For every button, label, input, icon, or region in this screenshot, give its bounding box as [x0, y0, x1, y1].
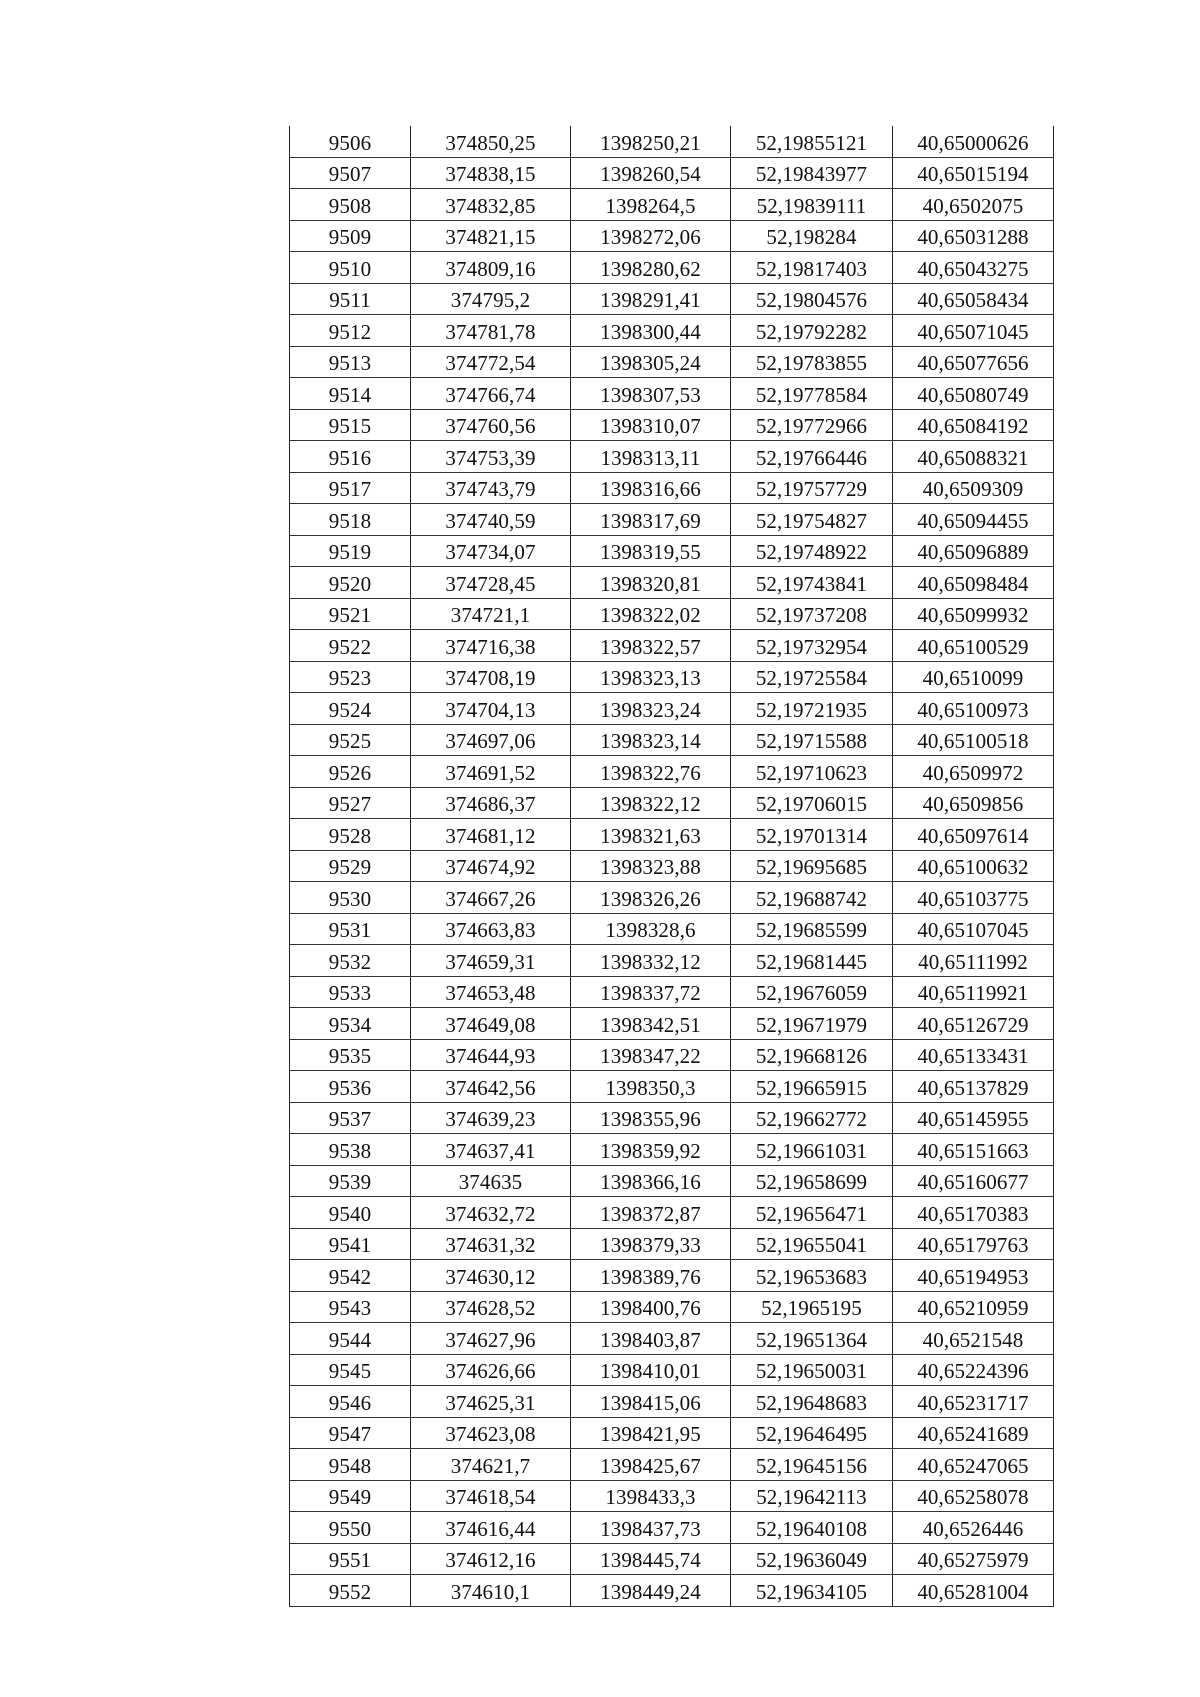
y-coordinate-cell: 1398342,51 — [571, 1008, 731, 1040]
longitude-cell: 40,65107045 — [893, 913, 1054, 945]
y-coordinate-cell: 1398323,24 — [571, 693, 731, 725]
table-row — [290, 472, 1054, 504]
x-coordinate-cell: 374623,08 — [411, 1417, 571, 1449]
x-coordinate-cell: 374781,78 — [411, 315, 571, 347]
x-coordinate-cell: 374632,72 — [411, 1197, 571, 1229]
x-coordinate-cell: 374618,54 — [411, 1480, 571, 1512]
latitude-cell: 52,19636049 — [731, 1543, 893, 1575]
x-coordinate-cell: 374734,07 — [411, 535, 571, 567]
x-coordinate-cell: 374697,06 — [411, 724, 571, 756]
y-coordinate-cell: 1398359,92 — [571, 1134, 731, 1166]
point-number-cell: 9538 — [290, 1134, 411, 1166]
y-coordinate-cell: 1398445,74 — [571, 1543, 731, 1575]
table-row — [290, 504, 1054, 536]
latitude-cell: 52,19655041 — [731, 1228, 893, 1260]
point-number-cell: 9510 — [290, 252, 411, 284]
longitude-cell: 40,65015194 — [893, 157, 1054, 189]
table-row — [290, 1323, 1054, 1355]
x-coordinate-cell: 374753,39 — [411, 441, 571, 473]
longitude-cell: 40,65094455 — [893, 504, 1054, 536]
y-coordinate-cell: 1398280,62 — [571, 252, 731, 284]
y-coordinate-cell: 1398389,76 — [571, 1260, 731, 1292]
point-number-cell: 9546 — [290, 1386, 411, 1418]
y-coordinate-cell: 1398415,06 — [571, 1386, 731, 1418]
longitude-cell: 40,65100529 — [893, 630, 1054, 662]
x-coordinate-cell: 374627,96 — [411, 1323, 571, 1355]
longitude-cell: 40,65111992 — [893, 945, 1054, 977]
y-coordinate-cell: 1398322,76 — [571, 756, 731, 788]
table-row — [290, 630, 1054, 662]
point-number-cell: 9523 — [290, 661, 411, 693]
latitude-cell: 52,19839111 — [731, 189, 893, 221]
latitude-cell: 52,1965195 — [731, 1291, 893, 1323]
y-coordinate-cell: 1398307,53 — [571, 378, 731, 410]
y-coordinate-cell: 1398323,14 — [571, 724, 731, 756]
y-coordinate-cell: 1398323,13 — [571, 661, 731, 693]
longitude-cell: 40,6526446 — [893, 1512, 1054, 1544]
longitude-cell: 40,65137829 — [893, 1071, 1054, 1103]
y-coordinate-cell: 1398400,76 — [571, 1291, 731, 1323]
longitude-cell: 40,6509856 — [893, 787, 1054, 819]
table-row — [290, 441, 1054, 473]
latitude-cell: 52,19668126 — [731, 1039, 893, 1071]
y-coordinate-cell: 1398321,63 — [571, 819, 731, 851]
point-number-cell: 9548 — [290, 1449, 411, 1481]
x-coordinate-cell: 374691,52 — [411, 756, 571, 788]
point-number-cell: 9512 — [290, 315, 411, 347]
table-row — [290, 819, 1054, 851]
x-coordinate-cell: 374642,56 — [411, 1071, 571, 1103]
longitude-cell: 40,65275979 — [893, 1543, 1054, 1575]
y-coordinate-cell: 1398300,44 — [571, 315, 731, 347]
longitude-cell: 40,65145955 — [893, 1102, 1054, 1134]
y-coordinate-cell: 1398305,24 — [571, 346, 731, 378]
longitude-cell: 40,65126729 — [893, 1008, 1054, 1040]
table-row — [290, 693, 1054, 725]
table-row — [290, 945, 1054, 977]
point-number-cell: 9516 — [290, 441, 411, 473]
longitude-cell: 40,65031288 — [893, 220, 1054, 252]
point-number-cell: 9528 — [290, 819, 411, 851]
table-row — [290, 1008, 1054, 1040]
latitude-cell: 52,19656471 — [731, 1197, 893, 1229]
table-row — [290, 252, 1054, 284]
longitude-cell: 40,65119921 — [893, 976, 1054, 1008]
table-row — [290, 1039, 1054, 1071]
longitude-cell: 40,65179763 — [893, 1228, 1054, 1260]
point-number-cell: 9507 — [290, 157, 411, 189]
point-number-cell: 9514 — [290, 378, 411, 410]
x-coordinate-cell: 374610,1 — [411, 1575, 571, 1607]
y-coordinate-cell: 1398322,12 — [571, 787, 731, 819]
point-number-cell: 9551 — [290, 1543, 411, 1575]
y-coordinate-cell: 1398319,55 — [571, 535, 731, 567]
table-row — [290, 157, 1054, 189]
y-coordinate-cell: 1398250,21 — [571, 126, 731, 157]
latitude-cell: 52,19710623 — [731, 756, 893, 788]
latitude-cell: 52,19843977 — [731, 157, 893, 189]
latitude-cell: 52,19855121 — [731, 126, 893, 157]
y-coordinate-cell: 1398328,6 — [571, 913, 731, 945]
longitude-cell: 40,65100518 — [893, 724, 1054, 756]
longitude-cell: 40,65098484 — [893, 567, 1054, 599]
x-coordinate-cell: 374621,7 — [411, 1449, 571, 1481]
longitude-cell: 40,65097614 — [893, 819, 1054, 851]
table-row — [290, 724, 1054, 756]
y-coordinate-cell: 1398320,81 — [571, 567, 731, 599]
latitude-cell: 52,19640108 — [731, 1512, 893, 1544]
point-number-cell: 9540 — [290, 1197, 411, 1229]
point-number-cell: 9526 — [290, 756, 411, 788]
point-number-cell: 9506 — [290, 126, 411, 157]
table-row — [290, 220, 1054, 252]
x-coordinate-cell: 374663,83 — [411, 913, 571, 945]
x-coordinate-cell: 374716,38 — [411, 630, 571, 662]
latitude-cell: 52,19662772 — [731, 1102, 893, 1134]
latitude-cell: 52,19681445 — [731, 945, 893, 977]
latitude-cell: 52,19688742 — [731, 882, 893, 914]
latitude-cell: 52,19648683 — [731, 1386, 893, 1418]
longitude-cell: 40,6521548 — [893, 1323, 1054, 1355]
point-number-cell: 9550 — [290, 1512, 411, 1544]
coordinates-table-body — [290, 126, 1054, 1606]
point-number-cell: 9543 — [290, 1291, 411, 1323]
latitude-cell: 52,19650031 — [731, 1354, 893, 1386]
y-coordinate-cell: 1398355,96 — [571, 1102, 731, 1134]
y-coordinate-cell: 1398449,24 — [571, 1575, 731, 1607]
x-coordinate-cell: 374766,74 — [411, 378, 571, 410]
longitude-cell: 40,65133431 — [893, 1039, 1054, 1071]
point-number-cell: 9521 — [290, 598, 411, 630]
x-coordinate-cell: 374850,25 — [411, 126, 571, 157]
x-coordinate-cell: 374704,13 — [411, 693, 571, 725]
table-row — [290, 1512, 1054, 1544]
longitude-cell: 40,65058434 — [893, 283, 1054, 315]
x-coordinate-cell: 374659,31 — [411, 945, 571, 977]
longitude-cell: 40,65160677 — [893, 1165, 1054, 1197]
y-coordinate-cell: 1398366,16 — [571, 1165, 731, 1197]
y-coordinate-cell: 1398326,26 — [571, 882, 731, 914]
x-coordinate-cell: 374832,85 — [411, 189, 571, 221]
longitude-cell: 40,65100632 — [893, 850, 1054, 882]
table-row — [290, 913, 1054, 945]
y-coordinate-cell: 1398272,06 — [571, 220, 731, 252]
y-coordinate-cell: 1398403,87 — [571, 1323, 731, 1355]
x-coordinate-cell: 374667,26 — [411, 882, 571, 914]
point-number-cell: 9522 — [290, 630, 411, 662]
table-row — [290, 1543, 1054, 1575]
y-coordinate-cell: 1398316,66 — [571, 472, 731, 504]
latitude-cell: 52,198284 — [731, 220, 893, 252]
y-coordinate-cell: 1398260,54 — [571, 157, 731, 189]
point-number-cell: 9537 — [290, 1102, 411, 1134]
table-row — [290, 1197, 1054, 1229]
latitude-cell: 52,19701314 — [731, 819, 893, 851]
latitude-cell: 52,19634105 — [731, 1575, 893, 1607]
y-coordinate-cell: 1398264,5 — [571, 189, 731, 221]
x-coordinate-cell: 374644,93 — [411, 1039, 571, 1071]
longitude-cell: 40,65210959 — [893, 1291, 1054, 1323]
point-number-cell: 9519 — [290, 535, 411, 567]
longitude-cell: 40,65043275 — [893, 252, 1054, 284]
latitude-cell: 52,19766446 — [731, 441, 893, 473]
x-coordinate-cell: 374740,59 — [411, 504, 571, 536]
longitude-cell: 40,65084192 — [893, 409, 1054, 441]
longitude-cell: 40,65241689 — [893, 1417, 1054, 1449]
table-row — [290, 535, 1054, 567]
latitude-cell: 52,19646495 — [731, 1417, 893, 1449]
point-number-cell: 9536 — [290, 1071, 411, 1103]
table-row — [290, 1102, 1054, 1134]
x-coordinate-cell: 374760,56 — [411, 409, 571, 441]
table-row — [290, 1449, 1054, 1481]
longitude-cell: 40,6510099 — [893, 661, 1054, 693]
longitude-cell: 40,65000626 — [893, 126, 1054, 157]
y-coordinate-cell: 1398410,01 — [571, 1354, 731, 1386]
longitude-cell: 40,65100973 — [893, 693, 1054, 725]
x-coordinate-cell: 374674,92 — [411, 850, 571, 882]
longitude-cell: 40,6509309 — [893, 472, 1054, 504]
point-number-cell: 9531 — [290, 913, 411, 945]
y-coordinate-cell: 1398347,22 — [571, 1039, 731, 1071]
point-number-cell: 9533 — [290, 976, 411, 1008]
y-coordinate-cell: 1398313,11 — [571, 441, 731, 473]
point-number-cell: 9541 — [290, 1228, 411, 1260]
x-coordinate-cell: 374809,16 — [411, 252, 571, 284]
x-coordinate-cell: 374821,15 — [411, 220, 571, 252]
table-row — [290, 976, 1054, 1008]
y-coordinate-cell: 1398322,02 — [571, 598, 731, 630]
latitude-cell: 52,19658699 — [731, 1165, 893, 1197]
table-row — [290, 1228, 1054, 1260]
point-number-cell: 9545 — [290, 1354, 411, 1386]
point-number-cell: 9539 — [290, 1165, 411, 1197]
x-coordinate-cell: 374795,2 — [411, 283, 571, 315]
x-coordinate-cell: 374772,54 — [411, 346, 571, 378]
point-number-cell: 9535 — [290, 1039, 411, 1071]
longitude-cell: 40,65258078 — [893, 1480, 1054, 1512]
x-coordinate-cell: 374681,12 — [411, 819, 571, 851]
x-coordinate-cell: 374743,79 — [411, 472, 571, 504]
point-number-cell: 9534 — [290, 1008, 411, 1040]
table-row — [290, 661, 1054, 693]
table-row — [290, 1480, 1054, 1512]
y-coordinate-cell: 1398437,73 — [571, 1512, 731, 1544]
x-coordinate-cell: 374637,41 — [411, 1134, 571, 1166]
table-row — [290, 378, 1054, 410]
point-number-cell: 9515 — [290, 409, 411, 441]
y-coordinate-cell: 1398310,07 — [571, 409, 731, 441]
table-row — [290, 1354, 1054, 1386]
table-row — [290, 409, 1054, 441]
latitude-cell: 52,19715588 — [731, 724, 893, 756]
latitude-cell: 52,19817403 — [731, 252, 893, 284]
table-row — [290, 787, 1054, 819]
table-row — [290, 1165, 1054, 1197]
longitude-cell: 40,65088321 — [893, 441, 1054, 473]
longitude-cell: 40,65099932 — [893, 598, 1054, 630]
latitude-cell: 52,19653683 — [731, 1260, 893, 1292]
point-number-cell: 9527 — [290, 787, 411, 819]
point-number-cell: 9529 — [290, 850, 411, 882]
y-coordinate-cell: 1398291,41 — [571, 283, 731, 315]
point-number-cell: 9517 — [290, 472, 411, 504]
table-row — [290, 567, 1054, 599]
x-coordinate-cell: 374626,66 — [411, 1354, 571, 1386]
longitude-cell: 40,65080749 — [893, 378, 1054, 410]
table-row — [290, 346, 1054, 378]
table-row — [290, 1071, 1054, 1103]
x-coordinate-cell: 374686,37 — [411, 787, 571, 819]
longitude-cell: 40,6502075 — [893, 189, 1054, 221]
longitude-cell: 40,65281004 — [893, 1575, 1054, 1607]
latitude-cell: 52,19725584 — [731, 661, 893, 693]
coordinates-table — [289, 126, 1054, 1607]
point-number-cell: 9530 — [290, 882, 411, 914]
longitude-cell: 40,65096889 — [893, 535, 1054, 567]
y-coordinate-cell: 1398337,72 — [571, 976, 731, 1008]
y-coordinate-cell: 1398425,67 — [571, 1449, 731, 1481]
x-coordinate-cell: 374635 — [411, 1165, 571, 1197]
x-coordinate-cell: 374708,19 — [411, 661, 571, 693]
table-row — [290, 756, 1054, 788]
table-row — [290, 189, 1054, 221]
latitude-cell: 52,19706015 — [731, 787, 893, 819]
point-number-cell: 9525 — [290, 724, 411, 756]
x-coordinate-cell: 374838,15 — [411, 157, 571, 189]
y-coordinate-cell: 1398421,95 — [571, 1417, 731, 1449]
table-row — [290, 1386, 1054, 1418]
point-number-cell: 9524 — [290, 693, 411, 725]
longitude-cell: 40,65103775 — [893, 882, 1054, 914]
latitude-cell: 52,19661031 — [731, 1134, 893, 1166]
point-number-cell: 9509 — [290, 220, 411, 252]
table-row — [290, 1575, 1054, 1607]
point-number-cell: 9508 — [290, 189, 411, 221]
table-row — [290, 126, 1054, 157]
x-coordinate-cell: 374631,32 — [411, 1228, 571, 1260]
latitude-cell: 52,19772966 — [731, 409, 893, 441]
x-coordinate-cell: 374653,48 — [411, 976, 571, 1008]
point-number-cell: 9542 — [290, 1260, 411, 1292]
point-number-cell: 9547 — [290, 1417, 411, 1449]
y-coordinate-cell: 1398379,33 — [571, 1228, 731, 1260]
table-row — [290, 1260, 1054, 1292]
longitude-cell: 40,65247065 — [893, 1449, 1054, 1481]
latitude-cell: 52,19642113 — [731, 1480, 893, 1512]
y-coordinate-cell: 1398332,12 — [571, 945, 731, 977]
x-coordinate-cell: 374649,08 — [411, 1008, 571, 1040]
latitude-cell: 52,19778584 — [731, 378, 893, 410]
y-coordinate-cell: 1398372,87 — [571, 1197, 731, 1229]
latitude-cell: 52,19804576 — [731, 283, 893, 315]
x-coordinate-cell: 374630,12 — [411, 1260, 571, 1292]
point-number-cell: 9552 — [290, 1575, 411, 1607]
longitude-cell: 40,6509972 — [893, 756, 1054, 788]
x-coordinate-cell: 374625,31 — [411, 1386, 571, 1418]
latitude-cell: 52,19721935 — [731, 693, 893, 725]
latitude-cell: 52,19792282 — [731, 315, 893, 347]
latitude-cell: 52,19754827 — [731, 504, 893, 536]
latitude-cell: 52,19737208 — [731, 598, 893, 630]
point-number-cell: 9518 — [290, 504, 411, 536]
longitude-cell: 40,65151663 — [893, 1134, 1054, 1166]
latitude-cell: 52,19676059 — [731, 976, 893, 1008]
table-row — [290, 850, 1054, 882]
latitude-cell: 52,19685599 — [731, 913, 893, 945]
x-coordinate-cell: 374721,1 — [411, 598, 571, 630]
table-row — [290, 315, 1054, 347]
table-row — [290, 598, 1054, 630]
y-coordinate-cell: 1398350,3 — [571, 1071, 731, 1103]
longitude-cell: 40,65231717 — [893, 1386, 1054, 1418]
longitude-cell: 40,65170383 — [893, 1197, 1054, 1229]
x-coordinate-cell: 374616,44 — [411, 1512, 571, 1544]
longitude-cell: 40,65071045 — [893, 315, 1054, 347]
latitude-cell: 52,19651364 — [731, 1323, 893, 1355]
longitude-cell: 40,65194953 — [893, 1260, 1054, 1292]
point-number-cell: 9511 — [290, 283, 411, 315]
y-coordinate-cell: 1398433,3 — [571, 1480, 731, 1512]
point-number-cell: 9513 — [290, 346, 411, 378]
x-coordinate-cell: 374628,52 — [411, 1291, 571, 1323]
y-coordinate-cell: 1398317,69 — [571, 504, 731, 536]
table-row — [290, 1291, 1054, 1323]
table-row — [290, 1134, 1054, 1166]
x-coordinate-cell: 374728,45 — [411, 567, 571, 599]
x-coordinate-cell: 374612,16 — [411, 1543, 571, 1575]
table-row — [290, 1417, 1054, 1449]
longitude-cell: 40,65077656 — [893, 346, 1054, 378]
latitude-cell: 52,19748922 — [731, 535, 893, 567]
x-coordinate-cell: 374639,23 — [411, 1102, 571, 1134]
point-number-cell: 9549 — [290, 1480, 411, 1512]
point-number-cell: 9532 — [290, 945, 411, 977]
longitude-cell: 40,65224396 — [893, 1354, 1054, 1386]
latitude-cell: 52,19665915 — [731, 1071, 893, 1103]
table-row — [290, 283, 1054, 315]
latitude-cell: 52,19783855 — [731, 346, 893, 378]
latitude-cell: 52,19645156 — [731, 1449, 893, 1481]
latitude-cell: 52,19695685 — [731, 850, 893, 882]
latitude-cell: 52,19757729 — [731, 472, 893, 504]
table-row — [290, 882, 1054, 914]
latitude-cell: 52,19671979 — [731, 1008, 893, 1040]
latitude-cell: 52,19732954 — [731, 630, 893, 662]
y-coordinate-cell: 1398322,57 — [571, 630, 731, 662]
y-coordinate-cell: 1398323,88 — [571, 850, 731, 882]
point-number-cell: 9520 — [290, 567, 411, 599]
latitude-cell: 52,19743841 — [731, 567, 893, 599]
point-number-cell: 9544 — [290, 1323, 411, 1355]
